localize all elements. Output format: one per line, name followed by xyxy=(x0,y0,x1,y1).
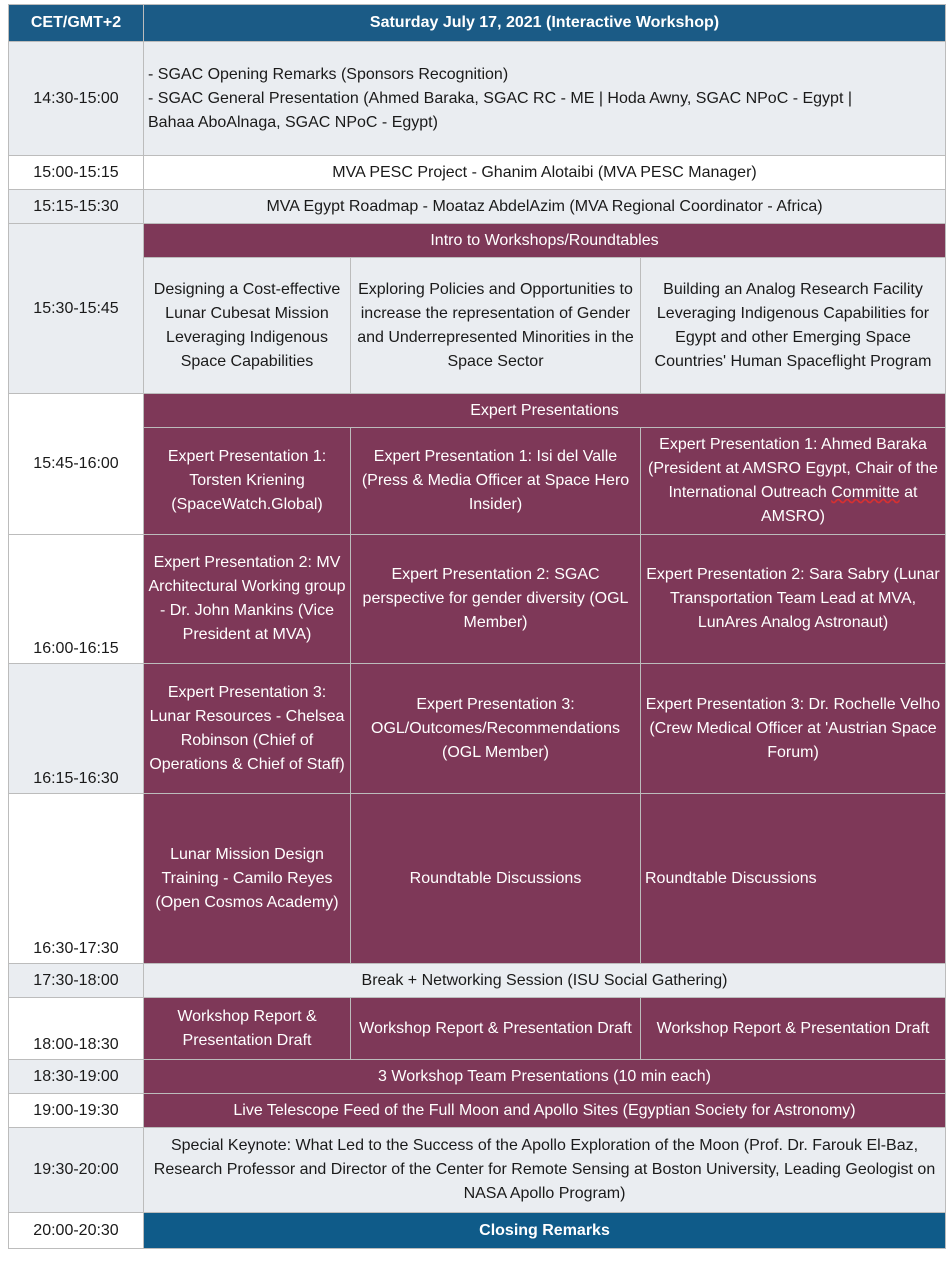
time-cell: 18:30-19:00 xyxy=(9,1060,144,1094)
misspelled-word: Committe xyxy=(831,484,900,501)
intro-banner: Intro to Workshops/Roundtables xyxy=(144,224,946,258)
table-row xyxy=(9,190,946,224)
expert-cell: Expert Presentation 3: Dr. Rochelle Velho (Crew Medical Officer at 'Austrian Space Forum) xyxy=(641,664,946,794)
table-row xyxy=(9,394,946,428)
closing-remarks-cell: Closing Remarks xyxy=(144,1213,946,1249)
expert-cell: Expert Presentation 1: Torsten Kriening (SpaceWatch.Global) xyxy=(144,428,351,535)
time-cell: 16:30-17:30 xyxy=(9,794,144,964)
table-row xyxy=(9,964,946,998)
training-cell: Lunar Mission Design Training - Camilo Reyes (Open Cosmos Academy) xyxy=(144,794,351,964)
report-cell: Workshop Report & Presentation Draft xyxy=(641,998,946,1060)
expert-cell: Expert Presentation 3: OGL/Outcomes/Recommendations (OGL Member) xyxy=(351,664,641,794)
session-cell: MVA PESC Project - Ghanim Alotaibi (MVA PESC Manager) xyxy=(144,156,946,190)
time-column-header: CET/GMT+2 xyxy=(9,5,144,42)
expert-cell: Expert Presentation 2: SGAC perspective for gender diversity (OGL Member) xyxy=(351,535,641,664)
table-row xyxy=(9,535,946,664)
table-row xyxy=(9,1094,946,1128)
workshop-3-cell: Building an Analog Research Facility Leveraging Indigenous Capabilities for Egypt and other Emerging Space Countries' Human Spaceflight Program xyxy=(641,258,946,394)
session-cell: MVA Egypt Roadmap - Moataz AbdelAzim (MVA Regional Coordinator - Africa) xyxy=(144,190,946,224)
expert-cell: Expert Presentation 2: Sara Sabry (Lunar Transportation Team Lead at MVA, LunAres Analog Astronaut) xyxy=(641,535,946,664)
time-cell: 18:00-18:30 xyxy=(9,998,144,1060)
roundtable-cell: Roundtable Discussions xyxy=(641,794,946,964)
table-row xyxy=(9,224,946,258)
line-2: - SGAC General Presentation (Ahmed Baraka, SGAC RC - ME | Hoda Awny, SGAC NPoC - Egypt | xyxy=(148,89,852,107)
session-cell: Live Telescope Feed of the Full Moon and Apollo Sites (Egyptian Society for Astronomy) xyxy=(144,1094,946,1128)
table-row xyxy=(9,42,946,156)
workshop-1-cell: Designing a Cost-effective Lunar Cubesat Mission Leveraging Indigenous Space Capabilities xyxy=(144,258,351,394)
table-row xyxy=(9,1128,946,1213)
schedule-table xyxy=(8,4,946,1249)
expert-cell: Expert Presentation 1: Isi del Valle (Press & Media Officer at Space Hero Insider) xyxy=(351,428,641,535)
time-cell: 16:00-16:15 xyxy=(9,535,144,664)
keynote-cell: Special Keynote: What Led to the Success of the Apollo Exploration of the Moon (Prof. Dr. Farouk El-Baz, Research Professor and Director of the Center for Remote Sensing at Boston University, Leading Geologist on NASA Apollo Program) xyxy=(144,1128,946,1213)
expert-cell xyxy=(641,428,946,535)
session-cell: 3 Workshop Team Presentations (10 min each) xyxy=(144,1060,946,1094)
time-cell: 19:30-20:00 xyxy=(9,1128,144,1213)
time-cell: 19:00-19:30 xyxy=(9,1094,144,1128)
expert-banner: Expert Presentations xyxy=(144,394,946,428)
expert-text: at AMSRO) xyxy=(761,484,918,525)
table-row xyxy=(9,998,946,1060)
table-row xyxy=(9,1213,946,1249)
day-title: Saturday July 17, 2021 (Interactive Workshop) xyxy=(144,5,946,42)
table-row xyxy=(9,1060,946,1094)
session-cell: Break + Networking Session (ISU Social Gathering) xyxy=(144,964,946,998)
workshop-2-cell: Exploring Policies and Opportunities to increase the representation of Gender and Underrepresented Minorities in the Space Sector xyxy=(351,258,641,394)
time-cell: 15:45-16:00 xyxy=(9,394,144,535)
table-row xyxy=(9,664,946,794)
table-row xyxy=(9,258,946,394)
time-cell: 16:15-16:30 xyxy=(9,664,144,794)
expert-cell: Expert Presentation 2: MV Architectural Working group - Dr. John Mankins (Vice President at MVA) xyxy=(144,535,351,664)
time-cell: 15:15-15:30 xyxy=(9,190,144,224)
time-cell: 15:00-15:15 xyxy=(9,156,144,190)
report-cell: Workshop Report & Presentation Draft xyxy=(351,998,641,1060)
opening-remarks-cell xyxy=(144,42,946,156)
line-1: - SGAC Opening Remarks (Sponsors Recognition) xyxy=(148,65,509,83)
header-row xyxy=(9,5,946,42)
expert-text: Expert Presentation 1: Ahmed Baraka (President at AMSRO Egypt, Chair of the International Outreach xyxy=(648,436,938,501)
table-row xyxy=(9,794,946,964)
expert-cell: Expert Presentation 3: Lunar Resources - Chelsea Robinson (Chief of Operations & Chief of Staff) xyxy=(144,664,351,794)
table-row xyxy=(9,156,946,190)
time-cell: 15:30-15:45 xyxy=(9,224,144,394)
report-cell: Workshop Report & Presentation Draft xyxy=(144,998,351,1060)
table-row xyxy=(9,428,946,535)
time-cell: 14:30-15:00 xyxy=(9,42,144,156)
line-3: Bahaa AboAlnaga, SGAC NPoC - Egypt) xyxy=(148,113,438,131)
time-cell: 20:00-20:30 xyxy=(9,1213,144,1249)
roundtable-cell: Roundtable Discussions xyxy=(351,794,641,964)
time-cell: 17:30-18:00 xyxy=(9,964,144,998)
